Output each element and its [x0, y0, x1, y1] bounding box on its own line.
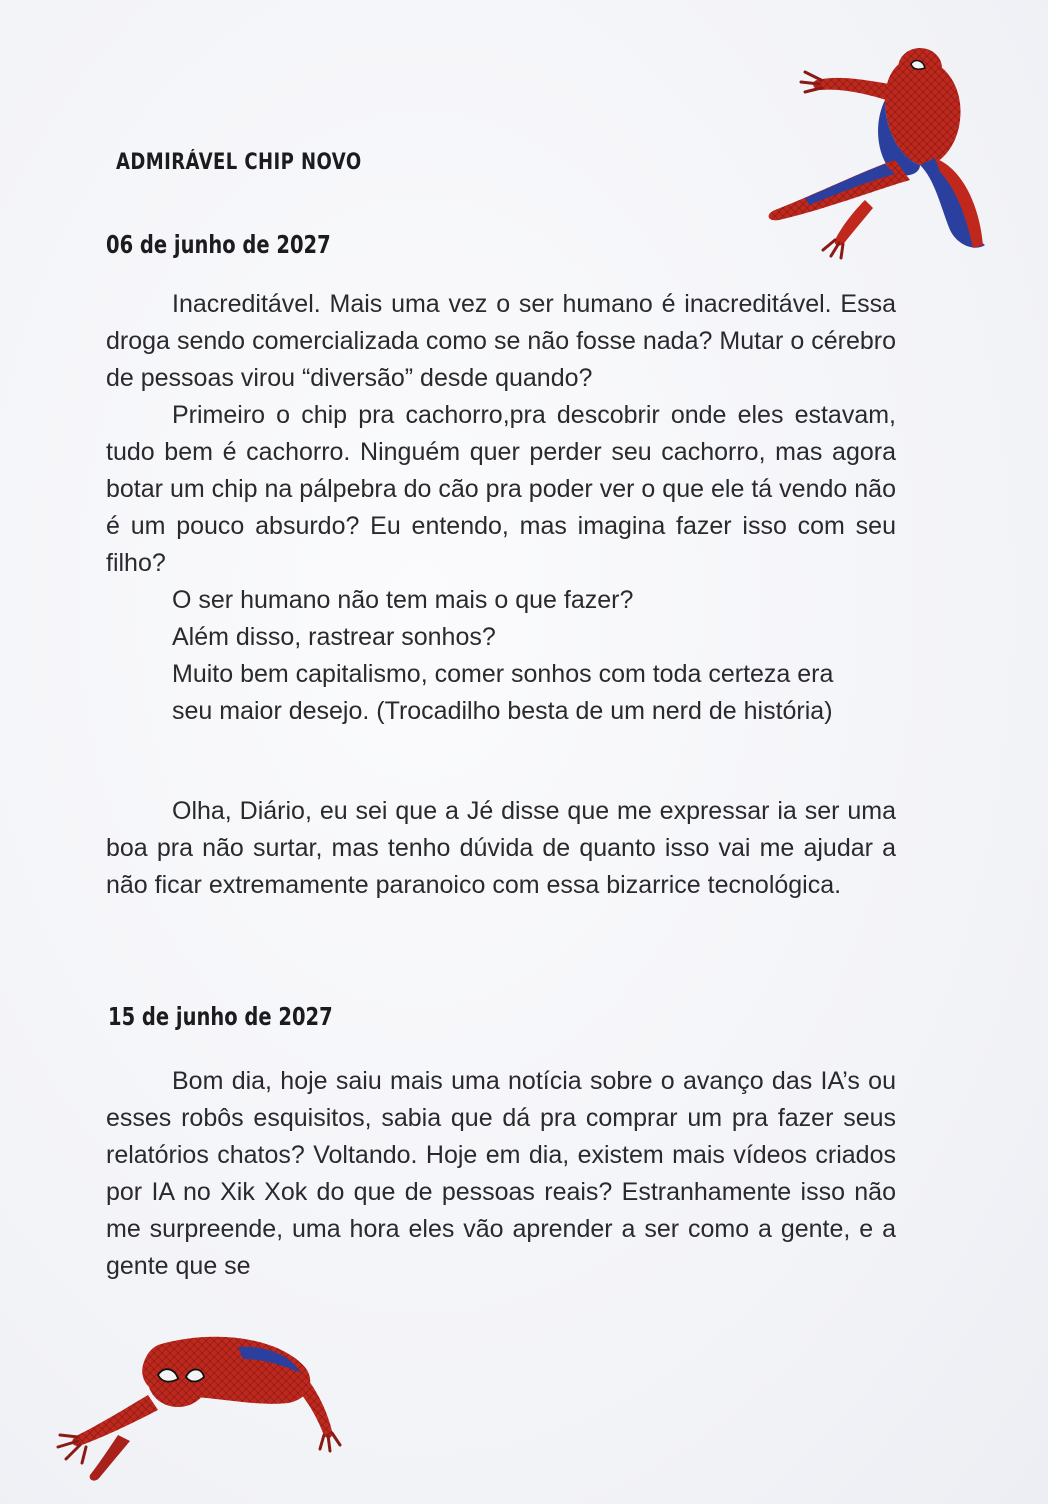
line: O ser humano não tem mais o que fazer? [172, 586, 634, 614]
paragraph: Olha, Diário, eu sei que a Jé disse que me expressar ia ser uma boa pra não surtar, mas tenho dúvida de quanto isso vai me ajudar a não ficar extremamente paranoico com essa bizarrice tecnológica. [106, 797, 896, 899]
spiderman-crawling-illustration [38, 1325, 348, 1490]
line: Muito bem capitalismo, comer sonhos com toda certeza era seu maior desejo. (Trocadilho besta de um nerd de história) [172, 660, 834, 725]
entry-body [106, 1063, 896, 1285]
entry-date: 15 de junho de 2027 [108, 1002, 333, 1031]
paragraph: Inacreditável. Mais uma vez o ser humano é inacreditável. Essa droga sendo comercializada como se não fosse nada? Mutar o cérebro de pessoas virou “diversão” desde quando? [106, 290, 896, 392]
paragraph: Bom dia, hoje saiu mais uma notícia sobre o avanço das IA’s ou esses robôs esquisitos, sabia que dá pra comprar um pra fazer seus relatórios chatos? Voltando. Hoje em dia, existem mais vídeos criados por IA no Xik Xok do que de pessoas reais? Estranhamente isso não me surpreende, uma hora eles vão aprender a ser como a gente, e a gente que se [106, 1067, 896, 1280]
document-title: ADMIRÁVEL CHIP NOVO [116, 150, 362, 175]
spiderman-leaping-illustration [735, 40, 995, 265]
line: Além disso, rastrear sonhos? [172, 623, 496, 651]
short-lines [172, 582, 892, 730]
entry-date: 06 de junho de 2027 [106, 230, 331, 259]
closing-paragraph [106, 793, 896, 904]
entry-body [106, 286, 896, 582]
paragraph: Primeiro o chip pra cachorro,pra descobrir onde eles estavam, tudo bem é cachorro. Ninguém quer perder seu cachorro, mas agora botar um chip na pálpebra do cão pra poder ver o que ele tá vendo não é um pouco absurdo? Eu entendo, mas imagina fazer isso com seu filho? [106, 401, 896, 577]
